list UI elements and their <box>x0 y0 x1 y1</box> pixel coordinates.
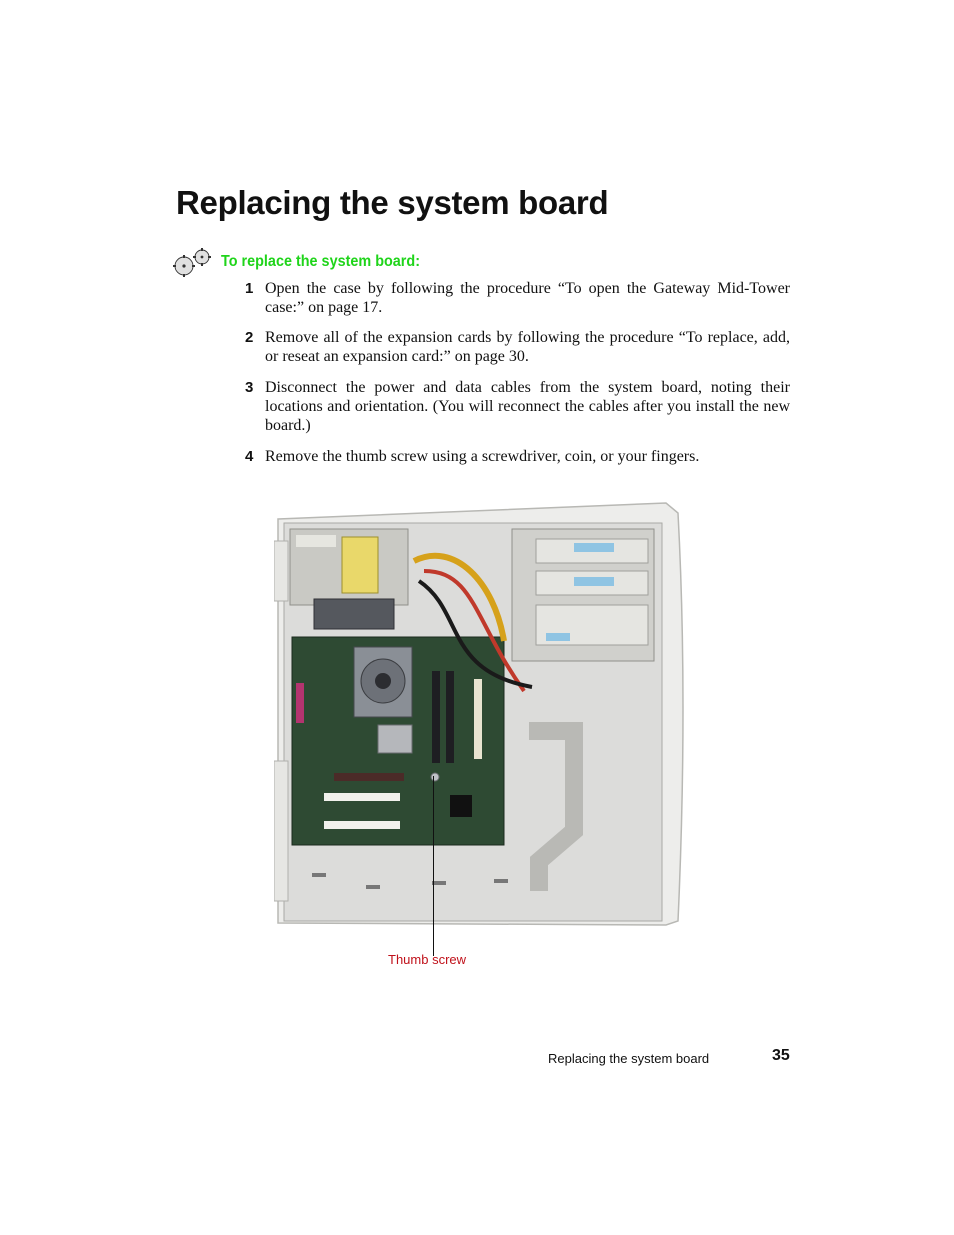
page-number: 35 <box>772 1047 790 1064</box>
procedure-heading: To replace the system board: <box>221 253 420 270</box>
step-text: Open the case by following the procedure “To open the Gateway Mid-Tower case:” on page 17. <box>265 280 790 316</box>
step-item <box>245 447 790 466</box>
step-number: 1 <box>245 280 254 297</box>
step-item <box>245 378 790 435</box>
step-number: 2 <box>245 329 254 346</box>
thumb-screw-callout: Thumb screw <box>388 952 467 967</box>
step-text: Remove all of the expansion cards by following the procedure “To replace, add, or reseat an expansion card:” on page 30. <box>265 329 790 365</box>
step-text: Remove the thumb screw using a screwdriver, coin, or your fingers. <box>265 448 700 465</box>
gears-icon <box>173 247 213 279</box>
step-number: 4 <box>245 448 254 465</box>
step-item <box>245 279 790 317</box>
callout-line <box>433 776 434 956</box>
procedure-steps <box>245 279 790 466</box>
computer-interior-photo <box>274 501 686 927</box>
step-item <box>245 328 790 366</box>
step-number: 3 <box>245 379 254 396</box>
footer-running-title: Replacing the system board <box>548 1051 710 1066</box>
page-title: Replacing the system board <box>176 184 609 221</box>
step-text: Disconnect the power and data cables from the system board, noting their locations and orientation. (You will reconnect the cables after you install the new board.) <box>265 379 790 434</box>
